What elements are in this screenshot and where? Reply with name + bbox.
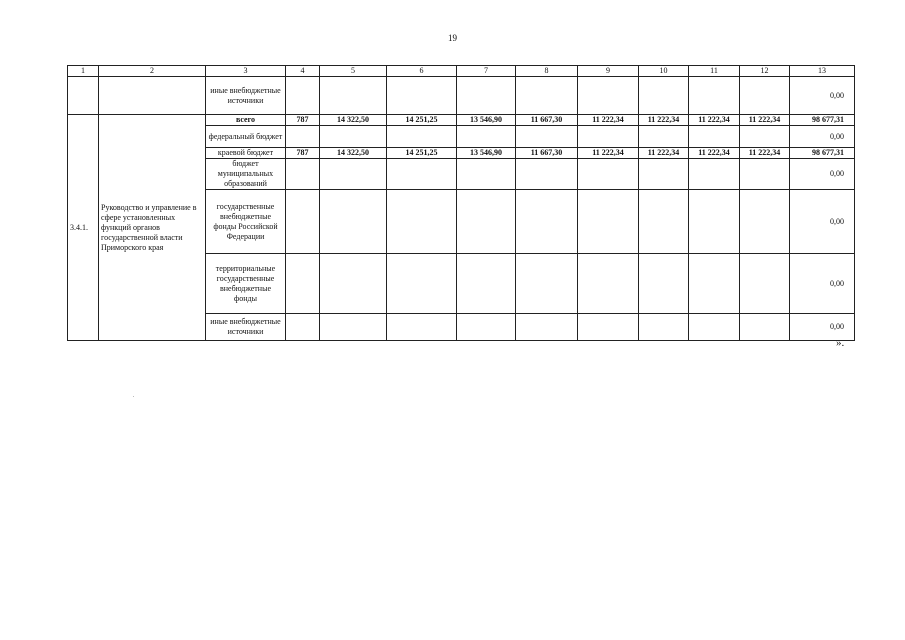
value-cell: 11 667,30	[516, 148, 578, 159]
header-cell: 7	[457, 66, 516, 77]
value-cell: 11 222,34	[740, 115, 790, 126]
value-cell: 11 222,34	[578, 148, 639, 159]
header-cell: 13	[790, 66, 855, 77]
total-cell: 0,00	[790, 77, 855, 115]
total-cell: 0,00	[790, 254, 855, 314]
header-cell: 9	[578, 66, 639, 77]
header-cell: 8	[516, 66, 578, 77]
source-cell: территориальные государственные внебюджетные фонды	[206, 254, 286, 314]
value-cell: 11 222,34	[639, 148, 689, 159]
source-cell: федеральный бюджет	[206, 126, 286, 148]
header-cell: 3	[206, 66, 286, 77]
total-cell: 0,00	[790, 159, 855, 190]
total-cell: 98 677,31	[790, 115, 855, 126]
item-name: Руководство и управление в сфере установленных функций органов государственной власти Приморского края	[99, 115, 206, 341]
total-cell: 0,00	[790, 190, 855, 254]
value-cell: 14 322,50	[320, 148, 387, 159]
total-cell: 98 677,31	[790, 148, 855, 159]
header-cell: 10	[639, 66, 689, 77]
table-row	[68, 77, 855, 115]
total-cell: 0,00	[790, 314, 855, 341]
scan-speck	[133, 396, 134, 397]
value-cell: 11 222,34	[578, 115, 639, 126]
value-cell: 11 667,30	[516, 115, 578, 126]
value-cell: 13 546,90	[457, 148, 516, 159]
header-cell: 4	[286, 66, 320, 77]
value-cell: 11 222,34	[639, 115, 689, 126]
source-cell: бюджет муниципальных образований	[206, 159, 286, 190]
header-cell: 11	[689, 66, 740, 77]
value-cell: 11 222,34	[689, 115, 740, 126]
value-cell: 14 251,25	[387, 148, 457, 159]
header-row	[68, 66, 855, 77]
value-cell: 13 546,90	[457, 115, 516, 126]
grbs-cell: 787	[286, 115, 320, 126]
source-cell: иные внебюджетные источники	[206, 77, 286, 115]
grbs-cell: 787	[286, 148, 320, 159]
total-cell: 0,00	[790, 126, 855, 148]
header-cell: 6	[387, 66, 457, 77]
source-cell: государственные внебюджетные фонды Российской Федерации	[206, 190, 286, 254]
header-cell: 2	[99, 66, 206, 77]
value-cell: 11 222,34	[740, 148, 790, 159]
page-number: 19	[448, 33, 457, 43]
table-row	[68, 115, 855, 126]
source-cell: иные внебюджетные источники	[206, 314, 286, 341]
value-cell: 11 222,34	[689, 148, 740, 159]
item-code: 3.4.1.	[68, 115, 99, 341]
header-cell: 1	[68, 66, 99, 77]
budget-table	[67, 65, 855, 341]
closing-quote-mark: ».	[836, 337, 845, 349]
source-cell: краевой бюджет	[206, 148, 286, 159]
value-cell: 14 322,50	[320, 115, 387, 126]
source-cell: всего	[206, 115, 286, 126]
value-cell: 14 251,25	[387, 115, 457, 126]
header-cell: 12	[740, 66, 790, 77]
header-cell: 5	[320, 66, 387, 77]
